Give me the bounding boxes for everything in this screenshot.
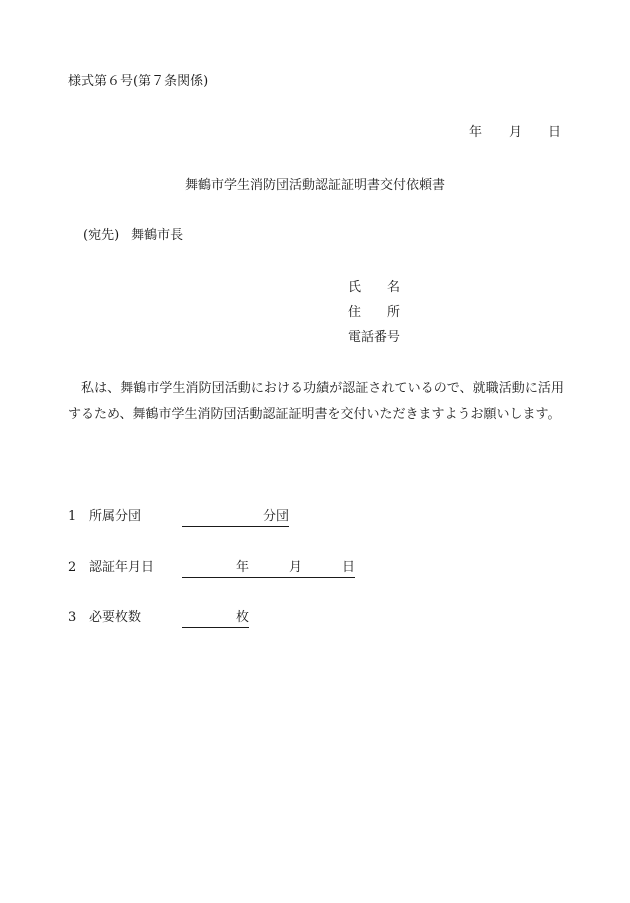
date-day-label: 日 [548,125,562,140]
document-title: 舞鶴市学生消防団活動認証証明書交付依頼書 [184,178,445,193]
item-3-suffix: 枚 [236,610,250,625]
item-2-label: 認証年月日 [89,560,155,575]
item-3-copies-blank[interactable] [182,611,249,628]
applicant-address-label [348,306,400,319]
item-1-number: 1 [68,509,77,524]
applicant-phone-label: 電話番号 [348,330,401,345]
applicant-address-label-char1: 住 [348,305,362,320]
item-3-label: 必要枚数 [89,610,142,625]
item-1-suffix: 分団 [263,509,290,524]
item-3-number: 3 [68,610,77,625]
applicant-address-label-char2: 所 [387,305,401,320]
item-1-label: 所属分団 [89,509,142,524]
form-number: 様式第６号(第７条関係) [68,74,209,89]
addressee-prefix: (宛先) [83,228,120,243]
applicant-name-label-char2: 名 [387,280,401,295]
item-2-year-label: 年 [236,560,250,575]
request-body-text: 私は、舞鶴市学生消防団活動における功績が認証されているので、就職活動に活用するため、舞鶴市学生消防団活動認証証明書を交付いただきますようお願いします。 [68,381,564,422]
item-2-number: 2 [68,560,77,575]
item-2-month-label: 月 [289,560,303,575]
date-month-label: 月 [509,125,523,140]
applicant-name-label-char1: 氏 [348,280,362,295]
addressee-name: 舞鶴市長 [131,228,184,243]
date-year-label: 年 [469,125,483,140]
item-1-affiliation-blank[interactable] [182,510,289,527]
item-2-day-label: 日 [342,560,356,575]
item-2-date-blank[interactable] [182,561,355,578]
addressee-line [83,229,183,242]
applicant-name-label [348,281,400,294]
